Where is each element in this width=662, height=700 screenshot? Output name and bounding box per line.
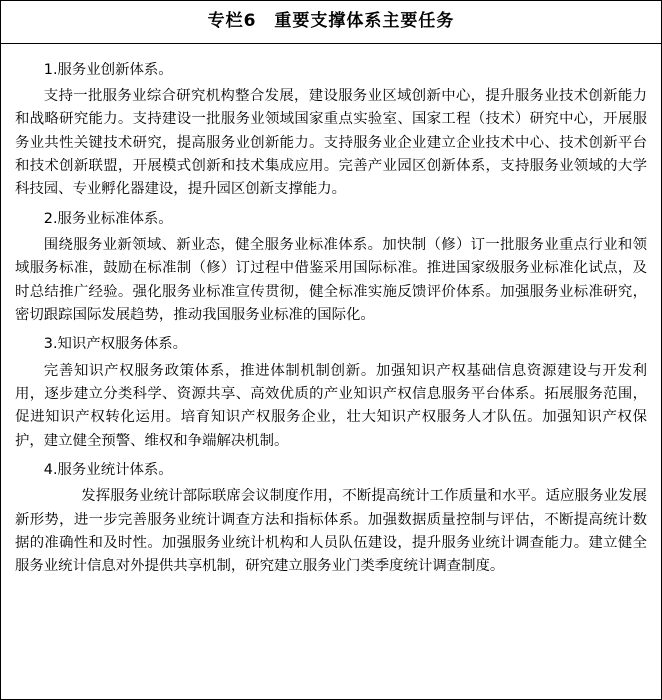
section-body-3: 完善知识产权服务政策体系，推进体制机制创新。加强知识产权基础信息资源建设与开发利用，逐步建立分类科学、资源共享、高效优质的产业知识产权信息服务平台体系。拓展服务范围，促进知识产权转化运用。培育知识产权服务企业，壮大知识产权服务人才队伍。加强知识产权保护，建立健全预警、维权和争端解决机制。	[15, 362, 647, 449]
section-heading-4: 4.服务业统计体系。	[43, 462, 173, 479]
document-body	[1, 44, 661, 699]
section-body-4: 发挥服务业统计部际联席会议制度作用，不断提高统计工作质量和水平。适应服务业发展新形势，进一步完善服务业统计调查方法和指标体系。加强数据质量控制与评估，不断提高统计数据的准确性和及时性。加强服务业统计机构和人员队伍建设，提升服务业统计调查能力。建立健全服务业统计信息对外提供共享机制，研究建立服务业门类季度统计调查制度。	[15, 488, 647, 575]
page-title: 专栏6 重要支撑体系主要任务	[1, 1, 661, 44]
section-body-1: 支持一批服务业综合研究机构整合发展，建设服务业区域创新中心，提升服务业技术创新能力和战略研究能力。支持建设一批服务业领域国家重点实验室、国家工程（技术）研究中心，开展服务业共性关键技术研究，提高服务业创新能力。支持服务业企业建立企业技术中心、技术创新平台和技术创新联盟，开展模式创新和技术集成应用。完善产业园区创新体系，支持服务业领域的大学科技园、专业孵化器建设，提升园区创新支撑能力。	[15, 88, 647, 198]
section-body-2: 围绕服务业新领域、新业态，健全服务业标准体系。加快制（修）订一批服务业重点行业和领域服务标准，鼓励在标准制（修）订过程中借鉴采用国际标准。推进国家级服务业标准化试点，及时总结推广经验。强化服务业标准宣传贯彻，健全标准实施反馈评价体系。加强服务业标准研究，密切跟踪国际发展趋势，推动我国服务业标准的国际化。	[15, 237, 647, 324]
section-heading-1: 1.服务业创新体系。	[43, 61, 173, 78]
section-heading-2: 2.服务业标准体系。	[43, 210, 173, 227]
section-heading-3: 3.知识产权服务体系。	[43, 336, 188, 353]
